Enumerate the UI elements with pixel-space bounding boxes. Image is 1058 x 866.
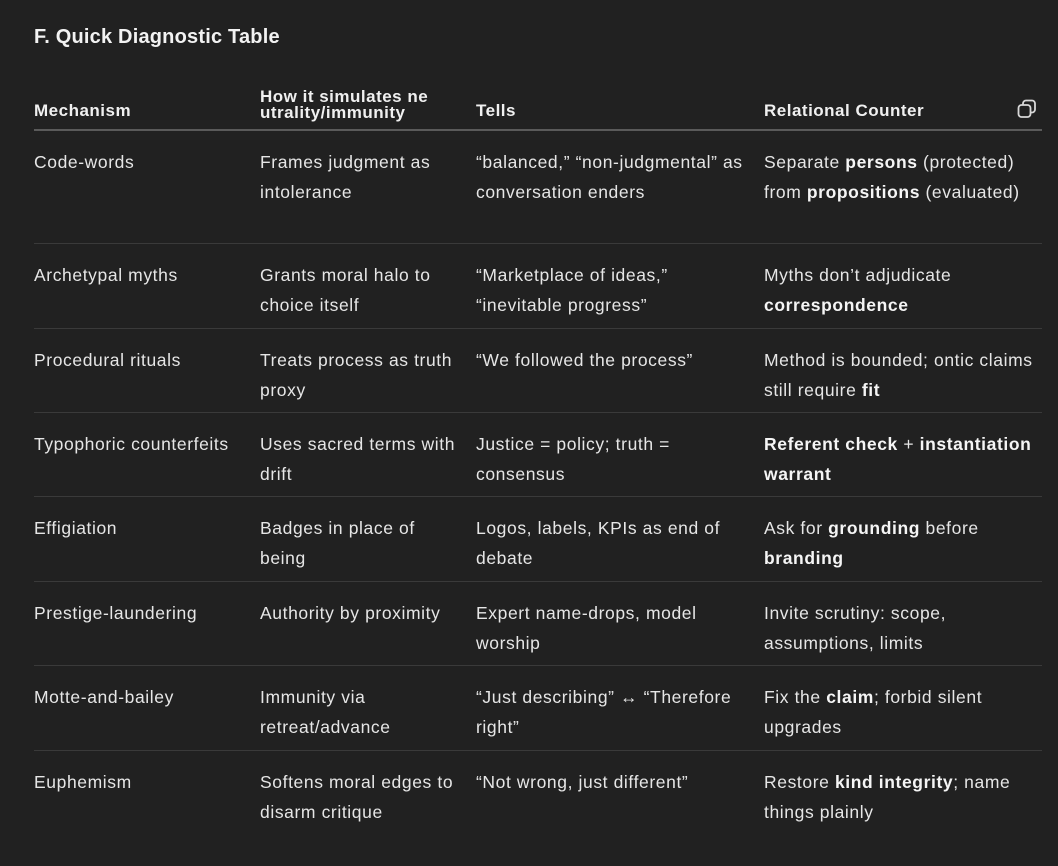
emphasis-text: grounding [828, 518, 921, 538]
text-segment: ; name things plainly [764, 772, 1011, 822]
emphasis-text: propositions [806, 182, 921, 202]
cell-counter [764, 429, 1049, 489]
table-row [34, 582, 1042, 666]
text-segment: Myths don’t adjudicate [764, 265, 952, 285]
copy-icon [1016, 98, 1038, 120]
cell-mechanism: Euphemism [34, 772, 132, 792]
text-segment: Restore [764, 772, 835, 792]
cell-tells: “Just describing” ↔ “Therefore right” [476, 687, 732, 737]
cell-simulates: Frames judgment as intolerance [260, 152, 431, 202]
text-segment: + [897, 434, 920, 454]
cell-counter [764, 682, 1049, 742]
cell-tells: “We followed the process” [476, 350, 693, 370]
emphasis-text: fit [861, 380, 881, 400]
emphasis-text: kind integrity [834, 772, 954, 792]
cell-counter [764, 260, 1049, 320]
text-segment: before [920, 518, 979, 538]
emphasis-text: Referent check [764, 434, 898, 454]
copy-table-button[interactable] [1016, 98, 1038, 120]
table-row [34, 329, 1042, 413]
cell-mechanism: Motte-and-bailey [34, 687, 174, 707]
text-segment: Separate [764, 152, 846, 172]
cell-tells: Logos, labels, KPIs as end of debate [476, 518, 721, 568]
cell-tells: Justice = policy; truth = consensus [476, 434, 670, 484]
cell-counter [764, 147, 1049, 207]
cell-tells: “Marketplace of ideas,” “inevitable progress” [476, 265, 668, 315]
cell-mechanism: Archetypal myths [34, 265, 178, 285]
cell-mechanism: Procedural rituals [34, 350, 181, 370]
cell-tells: “balanced,” “non-judgmental” as conversation enders [476, 152, 743, 202]
cell-mechanism: Effigiation [34, 518, 118, 538]
emphasis-text: branding [764, 548, 844, 568]
cell-simulates: Uses sacred terms with drift [260, 434, 456, 484]
cell-mechanism: Prestige-laundering [34, 603, 198, 623]
cell-tells: Expert name-drops, model worship [476, 603, 697, 653]
text-segment: (evaluated) [920, 182, 1020, 202]
text-segment: Ask for [764, 518, 829, 538]
cell-simulates: Treats process as truth proxy [260, 350, 453, 400]
cell-counter [764, 767, 1049, 827]
text-segment: ; forbid silent upgrades [764, 687, 983, 737]
cell-simulates: Grants moral halo to choice itself [260, 265, 431, 315]
cell-counter [764, 598, 1049, 658]
table-row [34, 751, 1042, 866]
table-row [34, 413, 1042, 497]
text-segment: Invite scrutiny: scope, assumptions, limits [764, 603, 947, 653]
cell-counter [764, 345, 1049, 405]
cell-simulates: Authority by proximity [260, 603, 441, 623]
table-row [34, 497, 1042, 582]
cell-simulates: Softens moral edges to disarm critique [260, 772, 454, 822]
cell-simulates: Immunity via retreat/advance [260, 687, 391, 737]
emphasis-text: persons [845, 152, 918, 172]
cell-simulates: Badges in place of being [260, 518, 415, 568]
table-header-row [34, 60, 1042, 131]
header-counter: Relational Counter [764, 101, 925, 120]
section-title: F. Quick Diagnostic Table [34, 26, 280, 48]
cell-counter [764, 513, 1049, 573]
cell-mechanism: Code-words [34, 152, 135, 172]
header-tells: Tells [476, 101, 516, 120]
table-row [34, 244, 1042, 329]
text-segment: (protected) from [764, 152, 1015, 202]
text-segment: Method is bounded; ontic claims still require [764, 350, 1033, 400]
cell-mechanism: Typophoric counterfeits [34, 434, 229, 454]
emphasis-text: instantiation warrant [764, 434, 1032, 484]
table-row [34, 666, 1042, 751]
header-simulates: How it simulates neutrality/immunity [260, 87, 429, 122]
cell-tells: “Not wrong, just different” [476, 772, 689, 792]
table-row [34, 131, 1042, 244]
emphasis-text: claim [826, 687, 874, 707]
header-mechanism: Mechanism [34, 101, 132, 120]
text-segment: Fix the [764, 687, 827, 707]
emphasis-text: correspondence [764, 295, 909, 315]
